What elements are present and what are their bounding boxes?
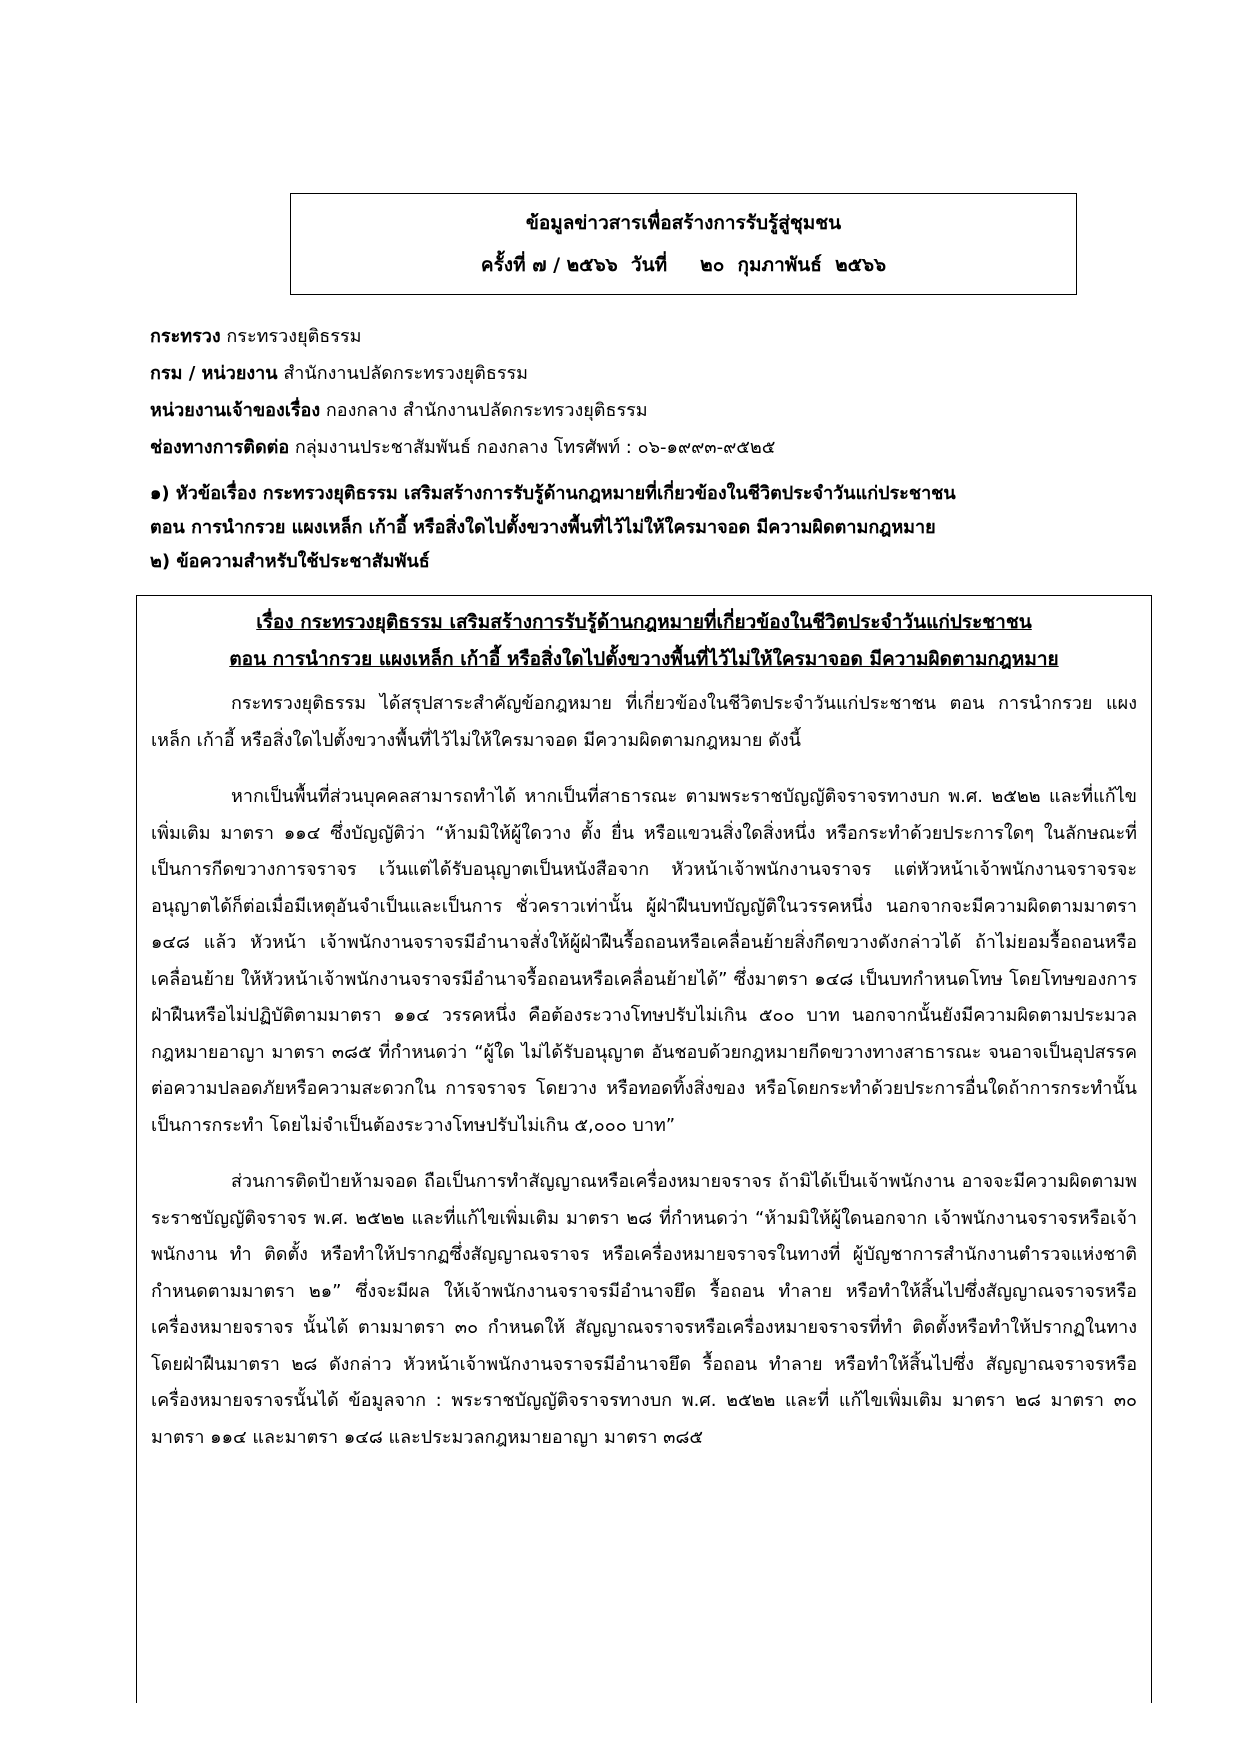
owner-value: กองกลาง สำนักงานปลัดกระทรวงยุติธรรม	[325, 400, 648, 421]
ministry-value: กระทรวงยุติธรรม	[226, 326, 362, 347]
subject-line-2: ตอน การนำกรวย แผงเหล็ก เก้าอี้ หรือสิ่งใดไปตั้งขวางพื้นที่ไว้ไม่ให้ใครมาจอด มีความผิดตามกฎหมาย	[229, 648, 1059, 670]
press-release-box	[136, 595, 1152, 1703]
topic-line-3: ๒) ข้อความสำหรับใช้ประชาสัมพันธ์	[150, 551, 430, 572]
meta-owner	[150, 392, 1110, 429]
department-label: กรม / หน่วยงาน	[150, 363, 278, 384]
header-issue: ครั้งที่ ๗ / ๒๕๖๖ วันที่ ๒๐ กุมภาพันธ์ ๒๕๖๖	[480, 254, 887, 276]
subject-line-1: เรื่อง กระทรวงยุติธรรม เสริมสร้างการรับรู้ด้านกฎหมายที่เกี่ยวข้องในชีวิตประจำวันแก่ประชาชน	[256, 611, 1032, 633]
meta-ministry	[150, 318, 1110, 355]
paragraph-intro: กระทรวงยุติธรรม ได้สรุปสาระสำคัญข้อกฎหมาย ที่เกี่ยวข้องในชีวิตประจำวันแก่ประชาชน ตอน การนำกรวย แผงเหล็ก เก้าอี้ หรือสิ่งใดไปตั้งขวางพื้นที่ไว้ไม่ให้ใครมาจอด มีความผิดตามกฎหมาย ดังนี้	[151, 693, 1137, 751]
paragraph-law-114: หากเป็นพื้นที่ส่วนบุคคลสามารถทำได้ หากเป็นที่สาธารณะ ตามพระราชบัญญัติจราจรทางบก พ.ศ. ๒๕๒๒ และที่แก้ไขเพิ่มเติม มาตรา ๑๑๔ ซึ่งบัญญัติว่า “ห้ามมิให้ผู้ใดวาง ตั้ง ยื่น หรือแขวนสิ่งใดสิ่งหนึ่ง หรือกระทำด้วยประการใดๆ ในลักษณะที่เป็นการกีดขวางการจราจร เว้นแต่ได้รับอนุญาตเป็นหนังสือจาก หัวหน้าเจ้าพนักงานจราจร แต่หัวหน้าเจ้าพนักงานจราจรจะอนุญาตได้ก็ต่อเมื่อมีเหตุอันจำเป็นและเป็นการ ชั่วคราวเท่านั้น ผู้ฝ่าฝืนบทบัญญัติในวรรคหนึ่ง นอกจากจะมีความผิดตามมาตรา ๑๔๘ แล้ว หัวหน้า เจ้าพนักงานจราจรมีอำนาจสั่งให้ผู้ฝ่าฝืนรื้อถอนหรือเคลื่อนย้ายสิ่งกีดขวางดังกล่าวได้ ถ้าไม่ยอมรื้อถอนหรือ เคลื่อนย้าย ให้หัวหน้าเจ้าพนักงานจราจรมีอำนาจรื้อถอนหรือเคลื่อนย้ายได้” ซึ่งมาตรา ๑๔๘ เป็นบทกำหนดโทษ โดยโทษของการฝ่าฝืนหรือไม่ปฏิบัติตามมาตรา ๑๑๔ วรรคหนึ่ง คือต้องระวางโทษปรับไม่เกิน ๕๐๐ บาท นอกจากนั้นยังมีความผิดตามประมวลกฎหมายอาญา มาตรา ๓๘๕ ที่กำหนดว่า “ผู้ใด ไม่ได้รับอนุญาต อันชอบด้วยกฎหมายกีดขวางทางสาธารณะ จนอาจเป็นอุปสรรคต่อความปลอดภัยหรือความสะดวกใน การจราจร โดยวาง หรือทอดทิ้งสิ่งของ หรือโดยกระทำด้วยประการอื่นใดถ้าการกระทำนั้นเป็นการกระทำ โดยไม่จำเป็นต้องระวางโทษปรับไม่เกิน ๕,๐๐๐ บาท”	[151, 786, 1137, 1136]
paragraph-sign-law: ส่วนการติดป้ายห้ามจอด ถือเป็นการทำสัญญาณหรือเครื่องหมายจราจร ถ้ามิได้เป็นเจ้าพนักงาน อาจจะมีความผิดตามพระราชบัญญัติจราจร พ.ศ. ๒๕๒๒ และที่แก้ไขเพิ่มเติม มาตรา ๒๘ ที่กำหนดว่า “ห้ามมิให้ผู้ใดนอกจาก เจ้าพนักงานจราจรหรือเจ้าพนักงาน ทำ ติดตั้ง หรือทำให้ปรากฏซึ่งสัญญาณจราจร หรือเครื่องหมายจราจรในทางที่ ผู้บัญชาการสำนักงานตำรวจแห่งชาติกำหนดตามมาตรา ๒๑” ซึ่งจะมีผล ให้เจ้าพนักงานจราจรมีอำนาจยึด รื้อถอน ทำลาย หรือทำให้สิ้นไปซึ่งสัญญาณจราจรหรือเครื่องหมายจราจร นั้นได้ ตามมาตรา ๓๐ กำหนดให้ สัญญาณจราจรหรือเครื่องหมายจราจรที่ทำ ติดตั้งหรือทำให้ปรากฏในทาง โดยฝ่าฝืนมาตรา ๒๘ ดังกล่าว หัวหน้าเจ้าพนักงานจราจรมีอำนาจยึด รื้อถอน ทำลาย หรือทำให้สิ้นไปซึ่ง สัญญาณจราจรหรือเครื่องหมายจราจรนั้นได้ ข้อมูลจาก : พระราชบัญญัติจราจรทางบก พ.ศ. ๒๕๒๒ และที่ แก้ไขเพิ่มเติม มาตรา ๒๘ มาตรา ๓๐ มาตรา ๑๑๔ และมาตรา ๑๔๘ และประมวลกฎหมายอาญา มาตรา ๓๘๕	[151, 1171, 1137, 1448]
ministry-label: กระทรวง	[150, 326, 221, 347]
meta-section	[150, 318, 1110, 466]
contact-label: ช่องทางการติดต่อ	[150, 437, 290, 458]
topic-line-2: ตอน การนำกรวย แผงเหล็ก เก้าอี้ หรือสิ่งใดไปตั้งขวางพื้นที่ไว้ไม่ให้ใครมาจอด มีความผิดตามกฎหมาย	[150, 517, 936, 538]
topic-line-1: ๑) หัวข้อเรื่อง กระทรวงยุติธรรม เสริมสร้างการรับรู้ด้านกฎหมายที่เกี่ยวข้องในชีวิตประจำวันแก่ประชาชน	[150, 483, 956, 504]
subject-heading	[151, 604, 1137, 678]
header-box	[290, 193, 1077, 295]
department-value: สำนักงานปลัดกระทรวงยุติธรรม	[283, 363, 529, 384]
topics-section	[150, 477, 1140, 579]
contact-value: กลุ่มงานประชาสัมพันธ์ กองกลาง โทรศัพท์ : ๐๖-๑๙๙๓-๙๕๒๕	[294, 437, 776, 458]
owner-label: หน่วยงานเจ้าของเรื่อง	[150, 400, 321, 421]
meta-department	[150, 355, 1110, 392]
meta-contact	[150, 429, 1110, 466]
header-title: ข้อมูลข่าวสารเพื่อสร้างการรับรู้สู่ชุมชน	[525, 212, 842, 234]
